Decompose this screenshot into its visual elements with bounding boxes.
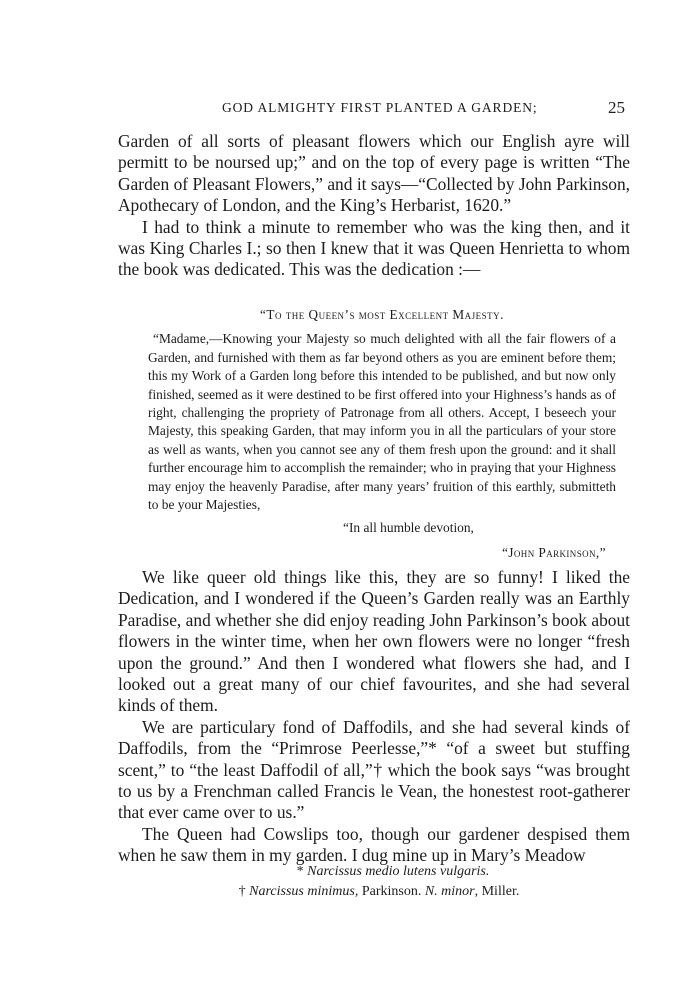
footnote-mark: * [296,864,308,879]
page-header [0,98,685,122]
footnotes [118,862,630,902]
paragraph: The Queen had Cowslips too, though our gardener despised them when he saw them in my garden. I dug mine up in Mary’s Meadow [118,823,630,866]
dedication-closing: “In all humble devotion, [343,520,474,536]
intro-text [118,131,630,281]
page-number: 25 [608,98,625,117]
footnote-mark: † [238,884,250,899]
paragraph: We are particulary fond of Daffodils, and she had several kinds of Daffodils, from the “Primrose Peerlesse,”* “of a sweet but stuffing scent,” to “the least Daffodil of all,”† which the book says “was brought to us by a Frenchman called Francis le Vean, the honestest root-gatherer that ever came over to us.” [118,716,630,823]
footnote-1 [118,862,630,882]
paragraph: We like queer old things like this, they are so funny! I liked the Dedication, and I wondered if the Queen’s Garden really was an Earthly Paradise, and whether she did enjoy reading John Parkinson’s book about flowers in the winter time, when her own flowers were no longer “fresh upon the ground.” And then I wondered what flowers she had, and I looked out a great many of our chief favourites, and she had several kinds of them. [118,567,630,716]
dedication-title: “To the Queen’s most Excellent Majesty. [260,307,504,322]
dedication-signature: “John Parkinson,” [501,544,606,560]
running-head: GOD ALMIGHTY FIRST PLANTED A GARDEN; [222,100,538,115]
footnote-alt-author: , Miller. [474,884,520,899]
footnote-alt-species: N. minor [424,884,475,899]
paragraph: Garden of all sorts of pleasant flowers which our English ayre will permitt to be noursed up;” and on the top of every page is written “The Garden of Pleasant Flowers,” and it says—“Collected by John Parkinson, Apothecary of London, and the King’s Herbarist, 1620.” [118,131,630,216]
dedication-text: “Madame,—Knowing your Majesty so much delighted with all the fair flowers of a Garden, and furnished with them as far beyond others as you are eminent before them; this my Work of a Garden long before this intended to be published, and but now only finished, seemed as it were destined to be first offered into your Highness’s hands as of right, challenging the propriety of Patronage from all others. Accept, I beseech your Majesty, this speaking Garden, that may inform you in all the particulars of your store as well as wants, when you cannot see any of them fresh upon the ground: and it shall further encourage him to accomplish the remainder; who in praying that your Highness may enjoy the heavenly Paradise, after many years’ fruition of this earthly, submitteth to be your Majesties, [148,331,616,513]
footnote-species: Narcissus minimus [249,884,355,899]
paragraph: I had to think a minute to remember who was the king then, and it was King Charles I.; so then I knew that it was Queen Henrietta to whom the book was dedicated. This was the dedication :— [118,216,630,280]
footnote-2 [118,882,630,902]
dedication-block [148,306,616,562]
footnote-author: , Parkinson. [354,884,425,899]
footnote-text: Narcissus medio lutens vulgaris. [307,864,490,879]
main-text [118,567,630,867]
